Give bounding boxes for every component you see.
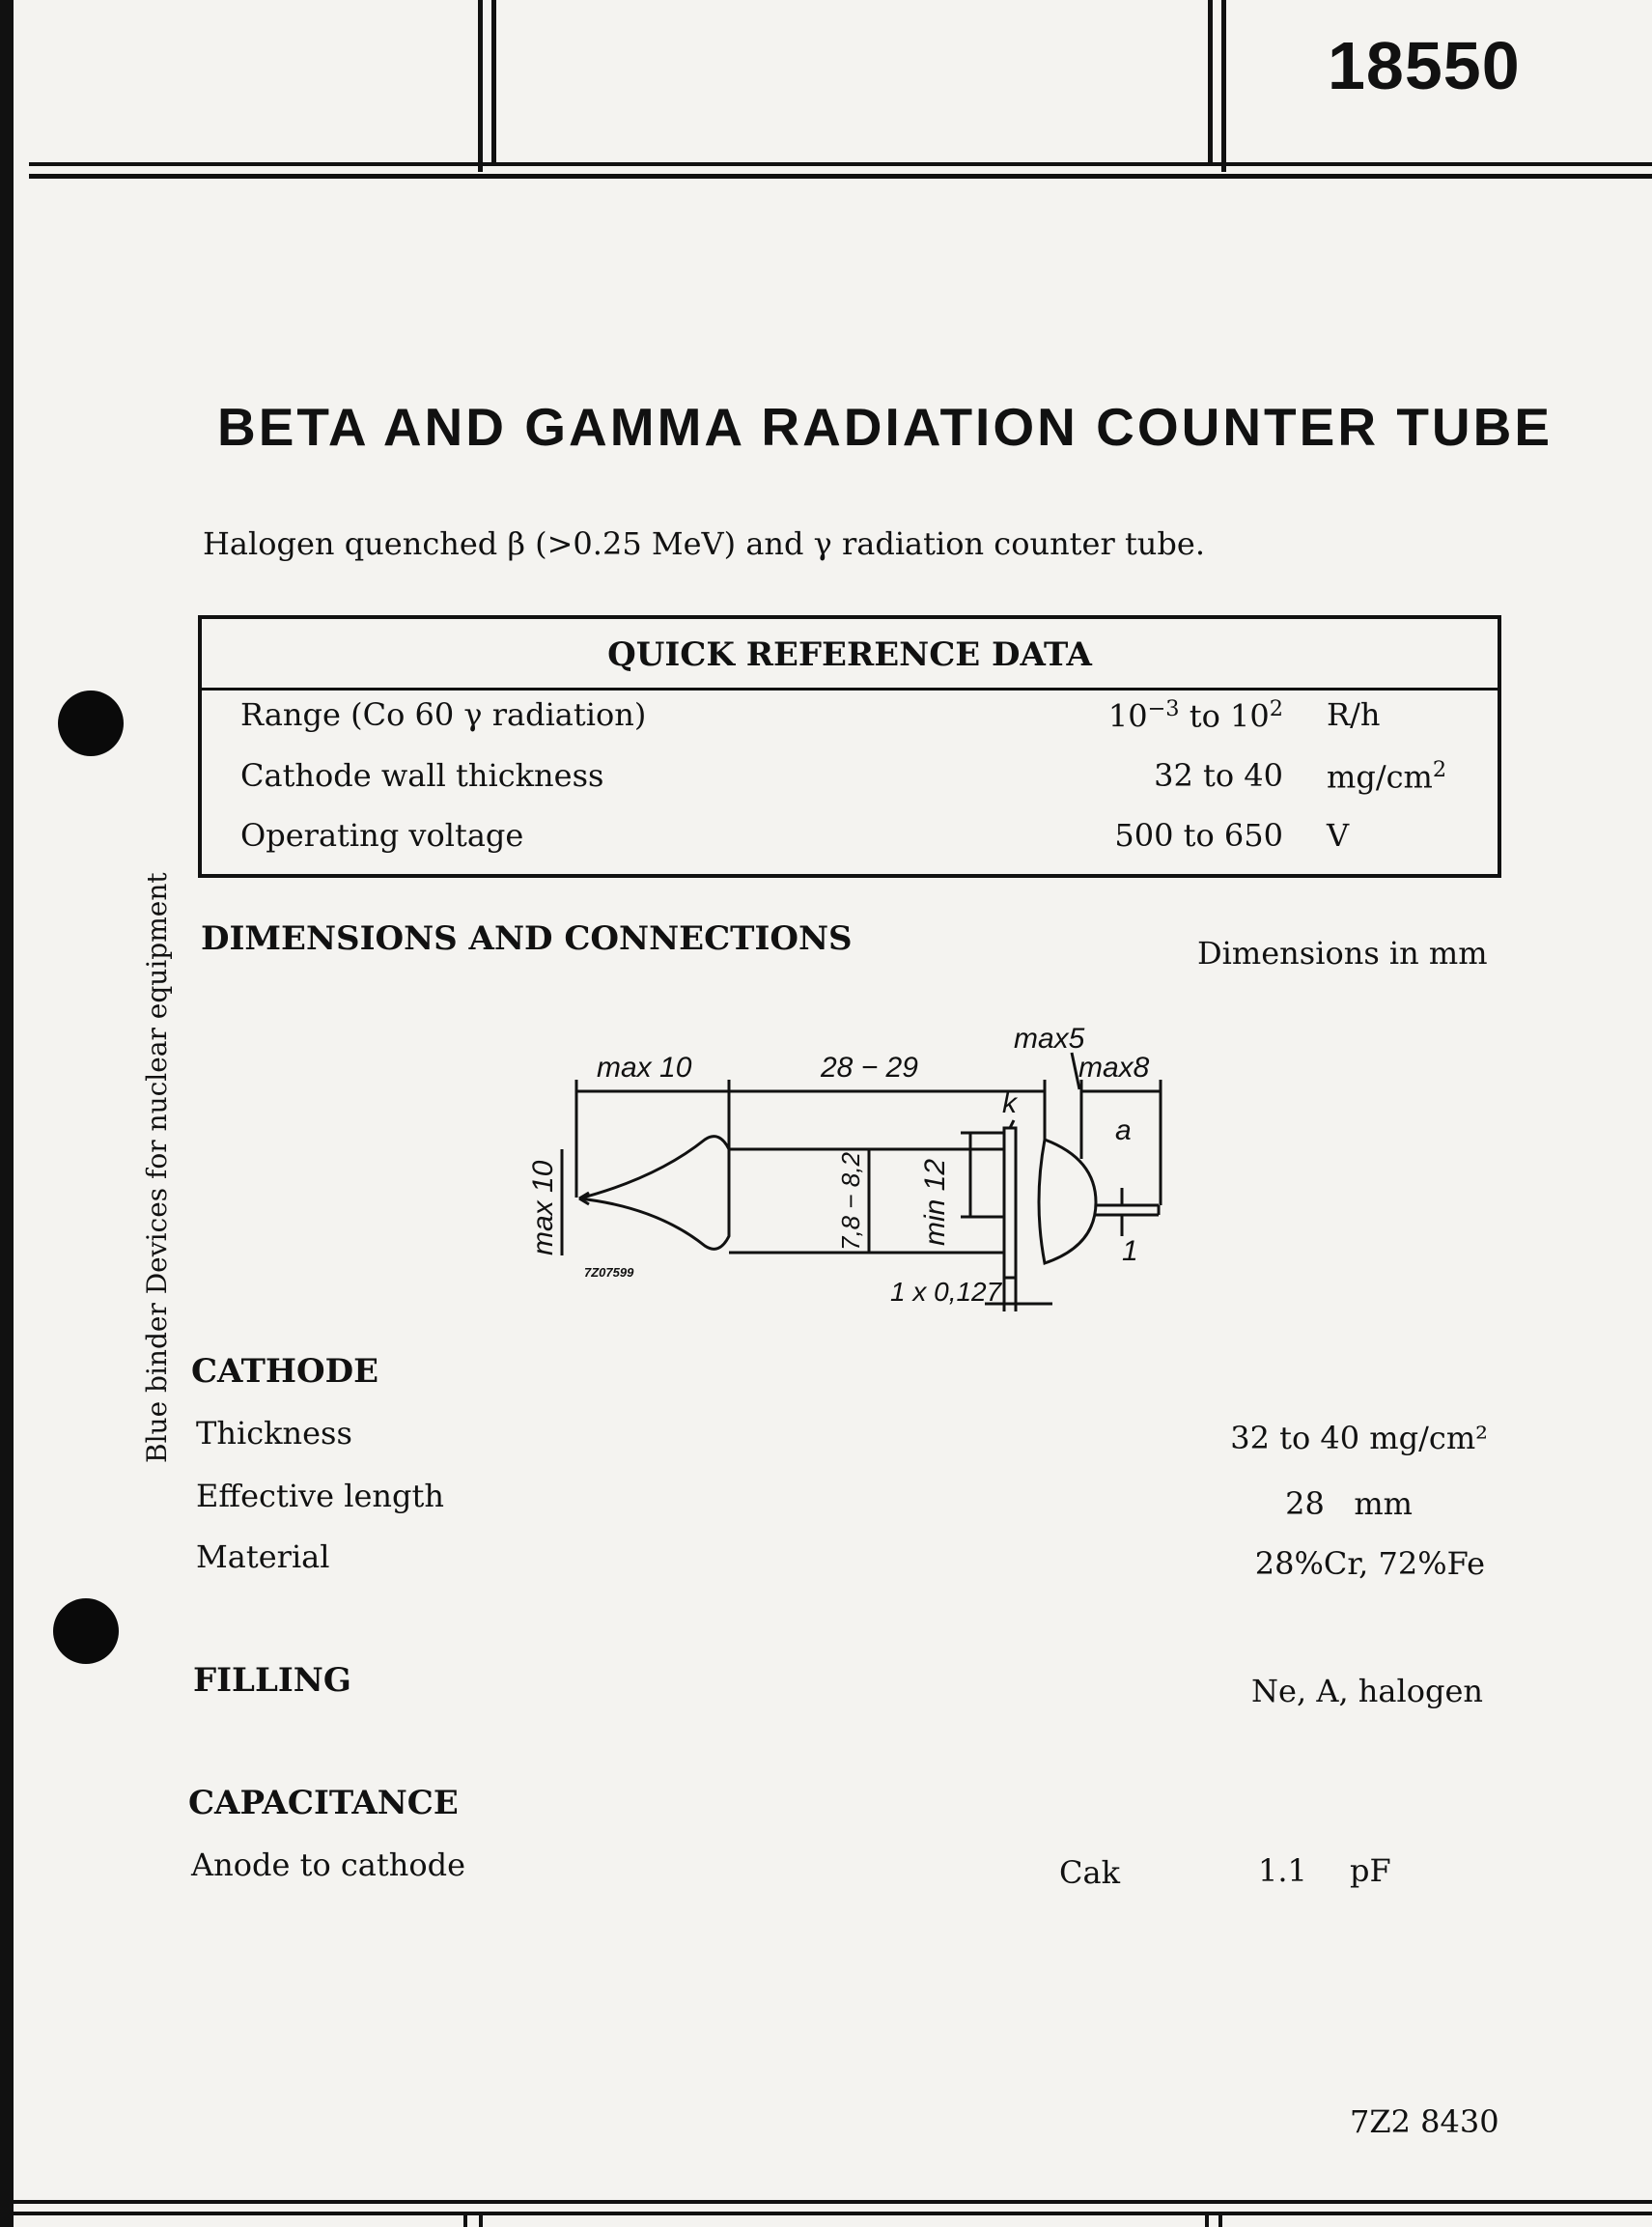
capacitance-label: Anode to cathode: [191, 1846, 466, 1883]
capacitance-symbol: Cak: [1059, 1854, 1120, 1891]
dim-label: 7,8 − 8,2: [836, 1152, 865, 1251]
row-unit: V: [1327, 817, 1350, 854]
header-divider: [1221, 0, 1226, 172]
header-rule: [29, 174, 1652, 179]
capacitance-value: 1.1: [1258, 1852, 1307, 1889]
header-divider: [478, 0, 483, 172]
dim-label: max 10: [527, 1160, 559, 1255]
dim-label: 1 x 0,127: [890, 1277, 1002, 1307]
row-label: Cathode wall thickness: [240, 757, 604, 794]
cathode-label: Material: [196, 1538, 330, 1575]
cathode-label: Thickness: [196, 1415, 352, 1452]
quick-reference-heading: QUICK REFERENCE DATA: [202, 619, 1498, 691]
cathode-label: Effective length: [196, 1478, 444, 1514]
dim-label: max8: [1078, 1052, 1150, 1084]
dim-label: 1: [1122, 1235, 1138, 1267]
anode-cap: [1039, 1140, 1096, 1263]
header-box-bottom: [496, 162, 1208, 166]
dimensions-note: Dimensions in mm: [1197, 935, 1488, 972]
table-row: [240, 817, 1457, 875]
page-title: BETA AND GAMMA RADIATION COUNTER TUBE: [217, 397, 1554, 457]
filling-heading: FILLING: [193, 1661, 351, 1700]
intro-text: Halogen quenched β (>0.25 MeV) and γ radiation counter tube.: [203, 525, 1205, 562]
footer-rule: [14, 2200, 1652, 2204]
dim-label: max 10: [597, 1052, 692, 1084]
dim-label: 28 − 29: [821, 1052, 918, 1084]
row-label: Range (Co 60 γ radiation): [240, 696, 647, 733]
dimensions-heading: DIMENSIONS AND CONNECTIONS: [201, 919, 853, 958]
footer-divider: [463, 2215, 467, 2227]
dim-label: k: [1002, 1087, 1017, 1119]
filling-value: Ne, A, halogen: [1251, 1673, 1483, 1709]
row-value: $10^{-3}$ to $10^2$: [1107, 696, 1283, 735]
binder-side-text: Blue binder Devices for nuclear equipment: [141, 872, 173, 1463]
punch-hole: [58, 691, 124, 756]
row-value: 500 to 650: [1114, 817, 1283, 854]
quick-reference-table: [198, 615, 1501, 878]
document-number: 18550: [1328, 28, 1521, 103]
dim-label: max5: [1014, 1023, 1085, 1055]
drawing-code: 7Z07599: [584, 1265, 634, 1280]
header-divider: [491, 0, 496, 166]
cathode-value: 32 to 40 mg/cm²: [1230, 1420, 1488, 1456]
tube-window: [579, 1137, 729, 1250]
table-row: [240, 757, 1457, 815]
row-label: Operating voltage: [240, 817, 524, 854]
row-unit: $mg/cm^2$: [1327, 757, 1447, 796]
cathode-value: 28%Cr, 72%Fe: [1254, 1545, 1485, 1582]
row-value: 32 to 40: [1154, 757, 1283, 794]
cathode-flange: [1004, 1128, 1016, 1278]
footer-divider: [1218, 2215, 1222, 2227]
tube-dimension-drawing: [512, 1014, 1188, 1323]
footer-rule: [14, 2212, 1652, 2215]
binder-edge: [0, 0, 14, 2227]
table-row: [240, 696, 1457, 754]
punch-hole: [53, 1598, 119, 1664]
cathode-value: 28 mm: [1285, 1485, 1413, 1522]
capacitance-unit: pF: [1350, 1852, 1391, 1889]
header-divider: [1208, 0, 1213, 166]
dim-label: a: [1115, 1114, 1132, 1146]
cathode-heading: CATHODE: [191, 1352, 379, 1391]
capacitance-heading: CAPACITANCE: [188, 1784, 459, 1822]
footer-code: 7Z2 8430: [1350, 2103, 1499, 2140]
footer-divider: [479, 2215, 483, 2227]
row-unit: R/h: [1327, 696, 1381, 733]
dim-label: min 12: [919, 1158, 951, 1246]
footer-divider: [1205, 2215, 1209, 2227]
